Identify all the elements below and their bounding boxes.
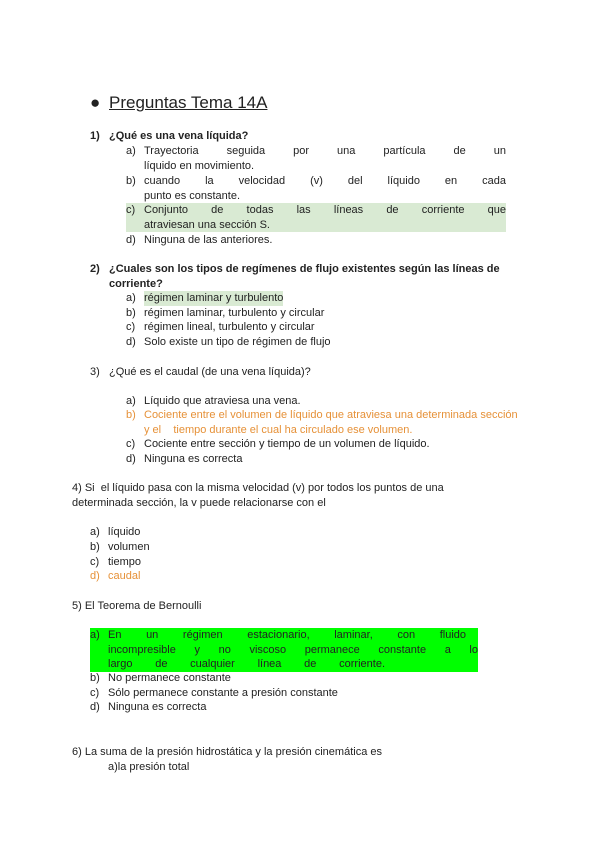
title-text: Preguntas Tema 14A — [109, 93, 268, 112]
option-text: Solo existe un tipo de régimen de flujo — [144, 336, 331, 348]
option-text: Ninguna es correcta — [108, 701, 207, 713]
option-text: régimen lineal, turbulento y circular — [144, 321, 315, 333]
option-label: d) — [90, 570, 100, 582]
q3-option-a — [126, 394, 506, 409]
option-label: d) — [90, 701, 100, 713]
question-1 — [90, 129, 248, 144]
option-text-line: incompresible y no viscoso permanece constante a lo — [108, 643, 478, 656]
option-text-line: Conjunto de todas las líneas de corriente que — [144, 204, 506, 216]
option-label: d) — [126, 234, 136, 246]
q4-option-b — [90, 540, 150, 555]
option-text: líquido — [108, 526, 141, 538]
option-label: a) — [90, 629, 100, 641]
option-text: a)la presión total — [108, 761, 190, 773]
question-number: 1) — [90, 130, 100, 142]
option-text-line: Cociente entre el volumen de líquido que atraviesa una determinada sección — [144, 409, 518, 421]
question-number: 2) — [90, 263, 100, 275]
q3-option-b — [126, 408, 546, 437]
q4-option-d — [90, 569, 140, 584]
option-text: Sólo permanece constante a presión constante — [108, 687, 338, 699]
option-label: a) — [90, 526, 100, 538]
option-label: c) — [90, 687, 100, 699]
option-text-line: En un régimen estacionario, laminar, con fluido — [108, 629, 466, 641]
option-label: c) — [126, 321, 136, 333]
question-text: ¿Qué es el caudal (de una vena líquida)? — [109, 366, 311, 378]
option-label: d) — [126, 453, 136, 465]
question-2 — [90, 262, 510, 291]
option-text: Líquido que atraviesa una vena. — [144, 395, 301, 407]
q2-option-d — [126, 335, 506, 350]
option-text: Ninguna es correcta — [144, 453, 243, 465]
question-text: ¿Cuales son los tipos de regímenes de flujo existentes según las líneas de — [109, 263, 500, 275]
q1-option-d — [126, 233, 506, 248]
q5-option-b — [90, 671, 470, 686]
option-label: c) — [126, 204, 136, 216]
question-3 — [90, 365, 311, 380]
question-text: 5) El Teorema de Bernoulli — [72, 600, 202, 612]
q3-option-c — [126, 437, 546, 452]
option-text: caudal — [108, 570, 141, 582]
option-label: c) — [90, 556, 100, 568]
option-text: No permanece constante — [108, 672, 231, 684]
option-text-line: punto es constante. — [144, 189, 241, 202]
option-label: b) — [90, 541, 100, 553]
q5-option-c — [90, 686, 470, 701]
page-title — [90, 92, 267, 114]
question-text: determinada sección, la v puede relacionarse con el — [72, 496, 326, 509]
q4-option-c — [90, 555, 141, 570]
question-text: ¿Qué es una vena líquida? — [109, 130, 249, 142]
option-text-line: cuando la velocidad (v) del líquido en cada — [144, 175, 506, 187]
bullet-icon: ● — [90, 93, 101, 112]
option-text-line: y el tiempo durante el cual ha circulado ese volumen. — [144, 423, 413, 436]
question-text: 4) Si el líquido pasa con la misma velocidad (v) por todos los puntos de una — [72, 482, 444, 494]
q1-option-b — [126, 174, 506, 203]
question-text: 6) La suma de la presión hidrostática y la presión cinemática es — [72, 746, 382, 758]
option-label: a) — [126, 395, 136, 407]
option-text: régimen laminar y turbulento — [144, 292, 284, 304]
option-label: b) — [126, 307, 136, 319]
option-text-line: Ninguna de las anteriores. — [144, 234, 273, 246]
question-5 — [72, 599, 201, 614]
q2-option-a — [126, 291, 283, 306]
option-label: b) — [126, 409, 136, 421]
option-text-line: líquido en movimiento. — [144, 159, 255, 172]
option-text: volumen — [108, 541, 150, 553]
question-number: 3) — [90, 366, 100, 378]
option-label: b) — [126, 175, 136, 187]
question-text: corriente? — [109, 277, 163, 290]
q2-option-b — [126, 306, 506, 321]
option-text: Cociente entre sección y tiempo de un volumen de líquido. — [144, 438, 430, 450]
q6-option-a — [108, 760, 189, 775]
question-6 — [72, 745, 382, 760]
option-label: b) — [90, 672, 100, 684]
option-text-line: atraviesan una sección S. — [144, 218, 364, 233]
q3-option-d — [126, 452, 506, 467]
option-text: tiempo — [108, 556, 142, 568]
q4-option-a — [90, 525, 140, 540]
option-text-line: largo de cualquier línea de corriente. — [108, 658, 385, 670]
option-label: d) — [126, 336, 136, 348]
q2-option-c — [126, 320, 506, 335]
q1-option-a — [126, 144, 506, 173]
q1-option-c — [126, 203, 506, 232]
q5-option-a — [90, 628, 478, 672]
option-label: a) — [126, 145, 136, 157]
question-4 — [72, 481, 532, 510]
option-text: régimen laminar, turbulento y circular — [144, 307, 325, 319]
q5-option-d — [90, 700, 470, 715]
option-label: a) — [126, 292, 136, 304]
option-label: c) — [126, 438, 136, 450]
option-text-line: Trayectoria seguida por una partícula de un — [144, 145, 506, 157]
